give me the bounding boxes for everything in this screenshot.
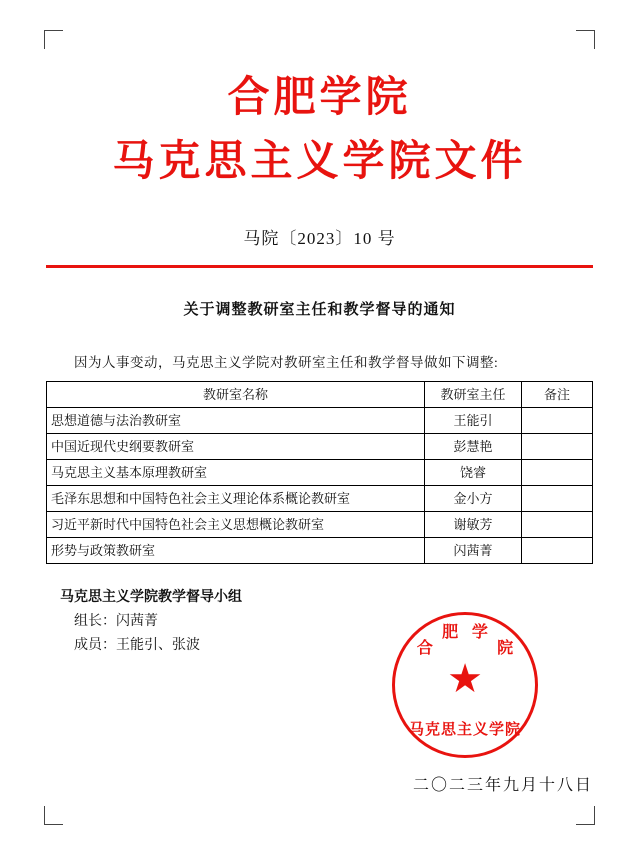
document-subject: 关于调整教研室主任和教学督导的通知: [183, 302, 456, 318]
cell-department-chair: 饶睿: [425, 460, 522, 486]
table-row: [47, 512, 593, 538]
document-title: [46, 68, 593, 190]
document-number: 马院〔2023〕10 号: [243, 229, 396, 248]
supervision-group-title: 马克思主义学院教学督导小组: [60, 590, 242, 605]
cell-department-name: 习近平新时代中国特色社会主义思想概论教研室: [47, 512, 425, 538]
cell-department-name: 马克思主义基本原理教研室: [47, 460, 425, 486]
header-remarks: 备注: [522, 382, 593, 408]
cell-remarks: [522, 486, 593, 512]
document-content: [46, 40, 593, 658]
seal-arc-char: 院: [497, 639, 514, 657]
seal-arc-char: 肥: [442, 624, 459, 642]
cell-department-chair: 谢敏芳: [425, 512, 522, 538]
cell-department-name: 毛泽东思想和中国特色社会主义理论体系概论教研室: [47, 486, 425, 512]
header-department-chair: 教研室主任: [425, 382, 522, 408]
seal-star-icon: ★: [447, 656, 483, 702]
crop-mark-bottom-right: [576, 806, 595, 825]
crop-mark-bottom-left: [44, 806, 63, 825]
table-header-row: [47, 382, 593, 408]
table-row: [47, 460, 593, 486]
seal-bottom-text: 马克思主义学院: [408, 722, 521, 738]
table-body: [47, 408, 593, 564]
cell-department-chair: 金小方: [425, 486, 522, 512]
cell-department-chair: 彭慧艳: [425, 434, 522, 460]
cell-remarks: [522, 434, 593, 460]
cell-remarks: [522, 512, 593, 538]
seal-arc-char: 合: [416, 639, 433, 657]
document-intro-paragraph: 因为人事变动，马克思主义学院对教研室主任和教学督导做如下调整:: [74, 355, 499, 370]
cell-remarks: [522, 460, 593, 486]
cell-department-name: 形势与政策教研室: [47, 538, 425, 564]
seal-circle: [392, 612, 538, 758]
table-row: [47, 486, 593, 512]
supervision-group-members: 成员：王能引、张波: [74, 638, 200, 653]
seal-arc-char: 学: [471, 624, 488, 642]
document-date: 二〇二三年九月十八日: [412, 777, 593, 794]
table-row: [47, 538, 593, 564]
cell-remarks: [522, 408, 593, 434]
title-line-college: 马克思主义学院文件: [112, 136, 527, 185]
title-line-institution: 合肥学院: [227, 72, 412, 121]
red-divider-rule: [46, 265, 593, 268]
cell-department-name: 思想道德与法治教研室: [47, 408, 425, 434]
header-department-name: 教研室名称: [47, 382, 425, 408]
supervision-group-leader: 组长：闪茜菁: [74, 614, 158, 629]
cell-remarks: [522, 538, 593, 564]
table-row: [47, 408, 593, 434]
cell-department-name: 中国近现代史纲要教研室: [47, 434, 425, 460]
official-seal: [392, 612, 542, 762]
department-table: [46, 381, 593, 564]
table-row: [47, 434, 593, 460]
table-header: [47, 382, 593, 408]
cell-department-chair: 王能引: [425, 408, 522, 434]
cell-department-chair: 闪茜菁: [425, 538, 522, 564]
